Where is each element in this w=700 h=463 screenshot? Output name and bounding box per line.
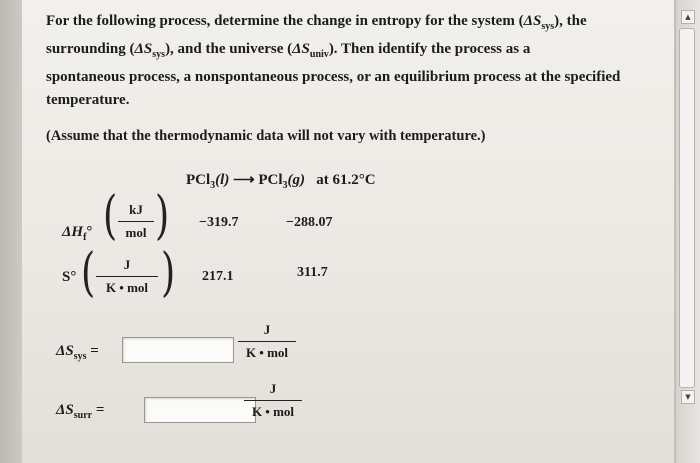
dhf-unit-numerator: kJ [129,202,143,217]
question-line1a: For the following process, determine the change in entropy for the system ( [46,13,524,29]
s-left-paren: ( [81,243,96,303]
s-product-value: 311.7 [297,265,328,280]
delta-s-surr-subscript: surr [73,410,93,421]
scroll-up-icon[interactable]: ▲ [681,10,695,24]
question-line4: temperature. [46,92,130,108]
dhf-unit-fraction [118,202,154,241]
delta-s-surr-input[interactable] [144,397,256,423]
question-line2c: ). Then identify the process as a [328,41,531,57]
delta-s-sys-unit [238,322,296,361]
s-unit-fraction [96,257,158,296]
reaction-arrow-icon: ⟶ [233,172,255,188]
delta-s-surr-symbol: ΔS [56,402,74,418]
question-text [46,10,674,112]
scrollbar-thumb[interactable] [679,28,695,388]
question-line3: spontaneous process, a nonspontaneous process, or an equilibrium process at the specified [46,69,621,85]
delta-s-surr-label [56,402,104,421]
delta-s-sys-unit-numerator: J [263,322,271,337]
delta-s-surr-unit-denominator: K • mol [251,404,295,419]
s-unit-denominator: K • mol [105,280,149,295]
product-subscript: 3 [282,180,288,191]
scroll-down-icon[interactable]: ▼ [681,390,695,404]
dhf-right-paren: ) [155,186,170,246]
delta-s-surr-equals: = [95,402,105,418]
sys-subscript: sys [541,21,555,32]
assumption-note: (Assume that the thermodynamic data will not vary with temperature.) [46,128,486,144]
question-line2b: ), and the universe ( [165,41,293,57]
dhf-reactant-value: −319.7 [199,215,239,230]
univ-subscript: univ [309,49,329,60]
question-line1b: ), the [554,13,587,29]
delta-s-sys-unit-denominator: K • mol [245,345,289,360]
delta-s-symbol: ΔS [523,13,542,29]
s-right-paren: ) [161,243,176,303]
dhf-unit-denominator: mol [125,225,147,240]
reactant-subscript: 3 [210,180,216,191]
dhf-subscript: f [83,232,87,243]
s-unit-numerator: J [123,257,131,272]
dhf-degree: ° [86,224,93,240]
delta-s-symbol: ΔS [292,41,310,57]
delta-s-surr-unit [244,381,302,420]
reaction-temperature: at 61.2°C [316,172,376,188]
dhf-symbol: ΔH [62,224,84,240]
s-reactant-value: 217.1 [202,269,234,284]
delta-s-sys-symbol: ΔS [56,343,74,359]
dhf-left-paren: ( [103,186,118,246]
reaction-equation [186,170,376,191]
product-formula: PCl [258,172,283,188]
dhf-label [62,224,92,243]
product-state: (g) [287,172,306,188]
sys-subscript: sys [152,49,166,60]
delta-s-sys-equals: = [90,343,99,359]
delta-s-surr-unit-numerator: J [269,381,277,396]
question-line2a: surrounding ( [46,41,135,57]
s-label: S° [62,269,77,285]
delta-s-sys-subscript: sys [73,351,87,362]
reactant-state: (l) [215,172,230,188]
delta-s-symbol: ΔS [134,41,153,57]
reactant-formula: PCl [186,172,211,188]
delta-s-sys-input[interactable] [122,337,234,363]
dhf-product-value: −288.07 [286,215,333,230]
delta-s-sys-label [56,343,99,362]
